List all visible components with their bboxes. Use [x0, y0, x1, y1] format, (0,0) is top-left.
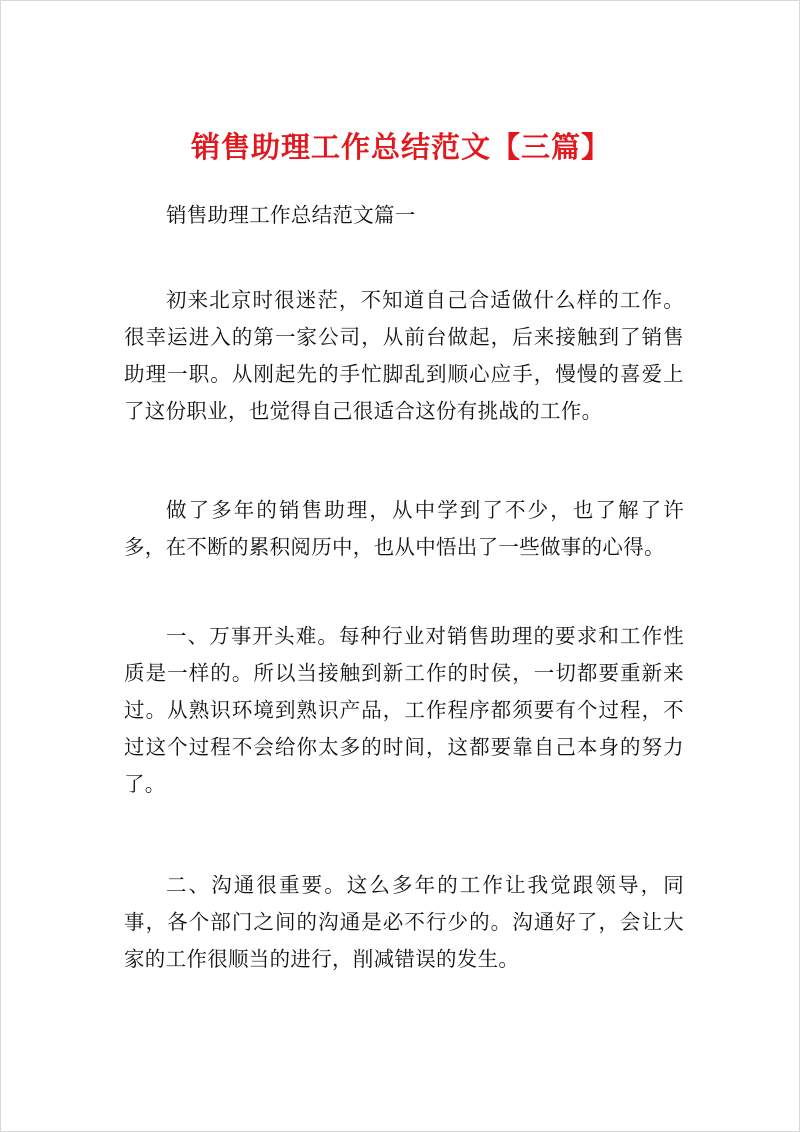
section-heading: 销售助理工作总结范文篇一 [166, 203, 416, 227]
document-title: 销售助理工作总结范文【三篇】 [190, 130, 611, 164]
paragraph-2: 做了多年的销售助理，从中学到了不少，也了解了许多，在不断的累积阅历中，也从中悟出了一些做事的心得。 [124, 498, 684, 559]
paragraph-1: 初来北京时很迷茫，不知道自己合适做什么样的工作。很幸运进入的第一家公司，从前台做起，后来接触到了销售助理一职。从刚起先的手忙脚乱到顺心应手，慢慢的喜爱上了这份职业，也觉得自己很适合这份有挑战的工作。 [124, 288, 684, 423]
paragraph-3: 一、万事开头难。每种行业对销售助理的要求和工作性质是一样的。所以当接触到新工作的时侯，一切都要重新来过。从熟识环境到熟识产品，工作程序都须要有个过程，不过这个过程不会给你太多的时间，这都要靠自己本身的努力了。 [124, 624, 684, 796]
paragraph-4: 二、沟通很重要。这么多年的工作让我觉跟领导，同事，各个部门之间的沟通是必不行少的。沟通好了，会让大家的工作很顺当的进行，削减错误的发生。 [124, 873, 684, 971]
